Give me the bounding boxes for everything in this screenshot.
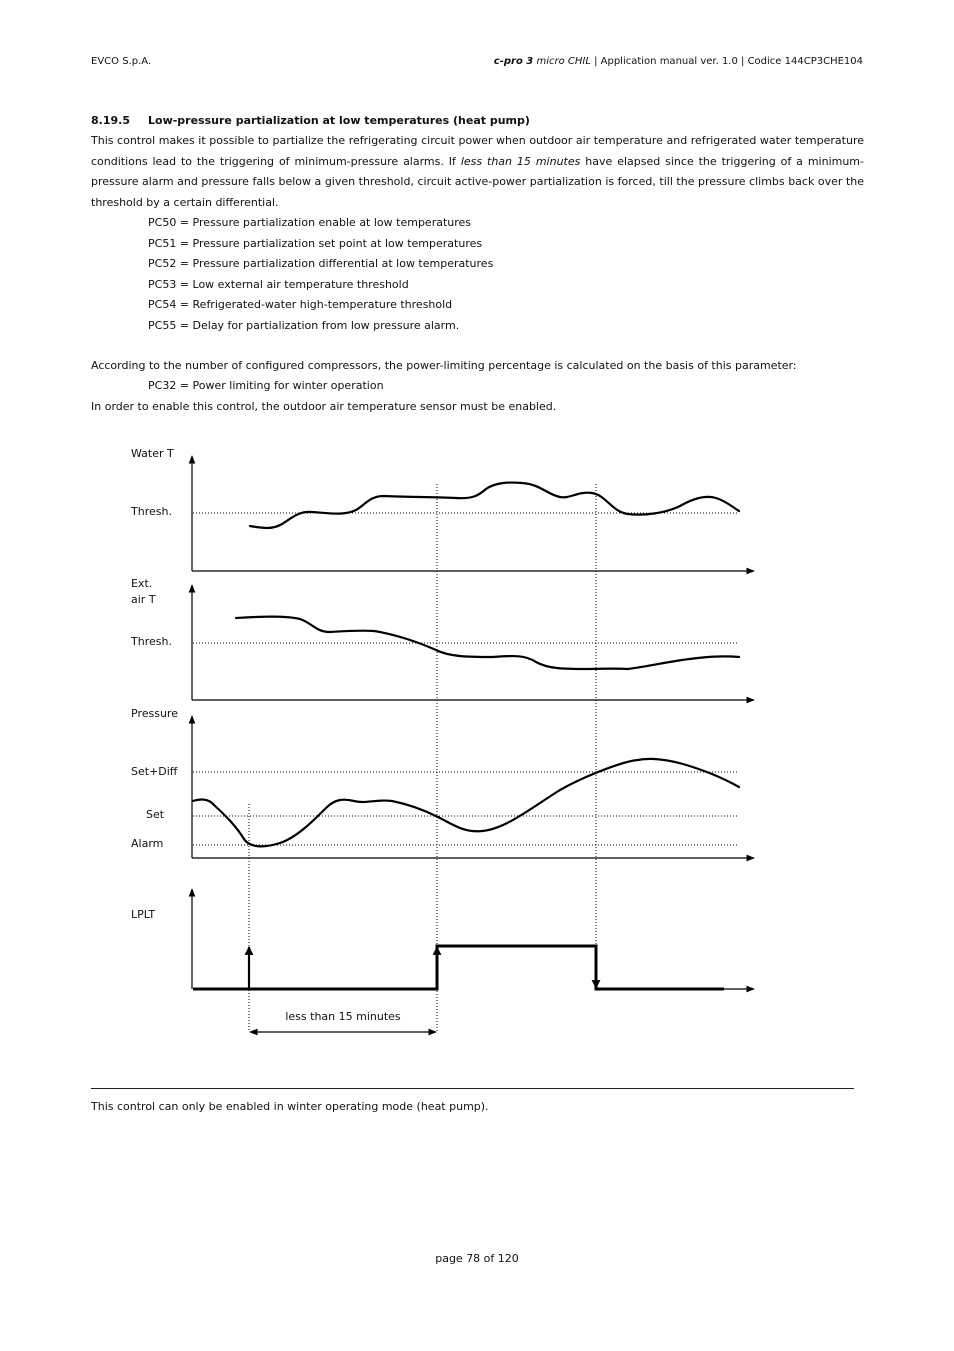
power-limit-text: According to the number of configured compressors, the power-limiting percentage is calculated on the basis of this parameter: (91, 359, 797, 372)
header-model: micro CHIL (536, 56, 591, 67)
power-param (148, 376, 384, 397)
lplt-axis-label: LPLT (131, 908, 156, 921)
enable-text: In order to enable this control, the outdoor air temperature sensor must be enabled. (91, 400, 557, 413)
lplt-signal (193, 946, 724, 989)
water-thresh-label: Thresh. (131, 505, 172, 518)
header-product: c-pro 3 (493, 56, 534, 67)
ext-axis-label-line2: air T (131, 593, 156, 606)
water-axis-label: Water T (131, 447, 174, 460)
parameter-item: PC50 = Pressure partialization enable at low temperatures (148, 216, 472, 229)
header-doc-details: | Application manual ver. 1.0 | Codice 144CP3CHE104 (594, 56, 863, 67)
parameter-list (148, 213, 493, 336)
parameter-item: PC51 = Pressure partialization set point at low temperatures (148, 236, 483, 250)
pressure-axis-label: Pressure (131, 707, 178, 720)
intro-emphasis: less than 15 minutes (460, 154, 581, 168)
intro-part2: have elapsed since the triggering of a minimum-pressure alarm and pressure falls below a given threshold, circuit active-power partialization is forced, till the pressure climbs back over the threshold by a certain differential. (91, 154, 864, 209)
parameter-item: PC55 = Delay for partialization from low pressure alarm. (148, 318, 460, 332)
timing-diagram (0, 440, 954, 1040)
alarm-label: Alarm (131, 837, 164, 850)
section-heading (91, 114, 530, 127)
header-company: EVCO S.p.A. (91, 56, 152, 67)
parameter-item: PC53 = Low external air temperature threshold (148, 277, 409, 291)
section-title: Low-pressure partialization at low temperatures (heat pump) (148, 114, 530, 127)
parameter-item: PC54 = Refrigerated-water high-temperature threshold (148, 298, 453, 311)
intro-part1: This control makes it possible to partialize the refrigerating circuit power when outdoor air temperature and refrigerated water temperature conditions lead to the triggering of minimum-pressure alarms. If (91, 134, 864, 168)
ext-thresh-label: Thresh. (131, 635, 172, 648)
intro-paragraph (91, 131, 864, 213)
setdiff-label: Set+Diff (131, 765, 178, 778)
interval-label: less than 15 minutes (285, 1010, 401, 1023)
page-number: page 78 of 120 (435, 1252, 519, 1265)
water-temp-curve (250, 483, 739, 528)
footnote: This control can only be enabled in winter operating mode (heat pump). (91, 1100, 489, 1113)
header-doc-info (494, 56, 863, 67)
section-number: 8.19.5 (91, 114, 130, 127)
parameter-item: PC52 = Pressure partialization differential at low temperatures (148, 257, 494, 270)
parameter-item: PC32 = Power limiting for winter operation (148, 379, 384, 392)
ext-axis-label-line1: Ext. (131, 577, 153, 590)
footnote-rule (91, 1088, 854, 1089)
set-label: Set (146, 808, 165, 821)
